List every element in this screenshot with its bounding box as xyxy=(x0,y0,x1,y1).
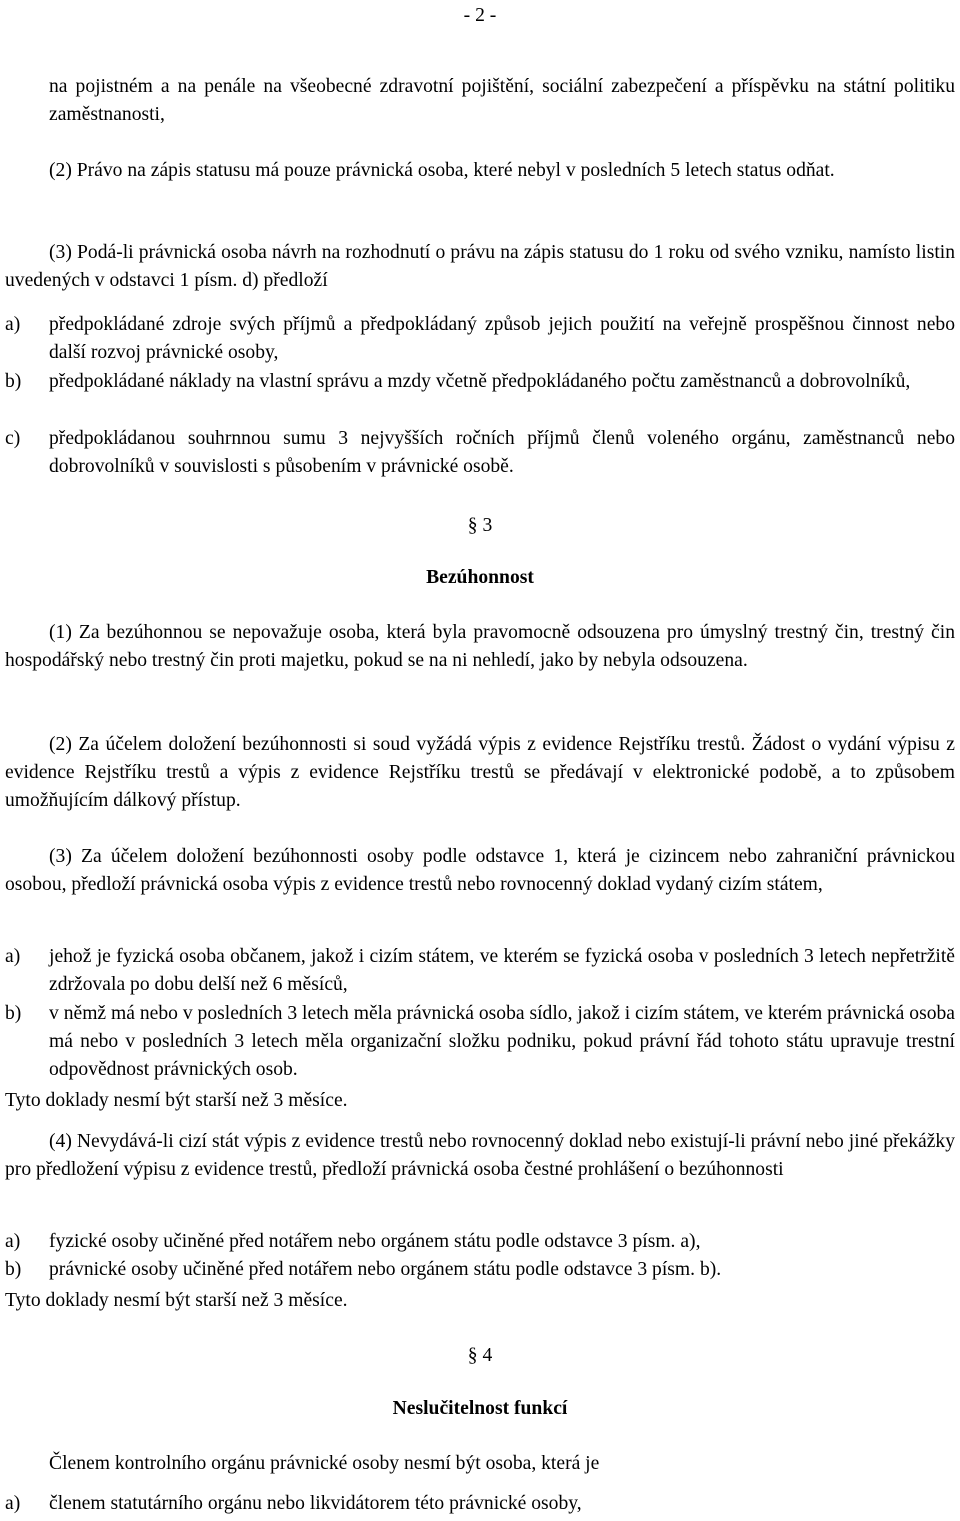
section-3-paragraph-2: (2) Za účelem doložení bezúhonnosti si soud vyžádá výpis z evidence Rejstříku trestů. Žádost o vydání výpisu z evidence Rejstříku trestů a výpis z evidence Rejstříku trestů se předávají v elektronické podobě, a to způsobem umožňujícím dálkový přístup. xyxy=(5,734,955,811)
list-item-label: b) xyxy=(5,371,22,392)
list-item xyxy=(5,1228,955,1256)
paragraph-3: (3) Podá-li právnická osoba návrh na rozhodnutí o právu na zápis statusu do 1 roku od svého vzniku, namísto listin uvedených v odstavci 1 písm. d) předloží xyxy=(5,242,955,291)
list-item-text: předpokládané zdroje svých příjmů a předpokládaný způsob jejich použití na veřejně prospěšnou činnost nebo další rozvoj právnické osoby, xyxy=(49,314,955,363)
list-item xyxy=(5,1256,955,1284)
section-3-paragraph-1: (1) Za bezúhonnou se nepovažuje osoba, která byla pravomocně odsouzena pro úmyslný trestný čin, trestný čin hospodářský nebo trestný čin proti majetku, pokud se na ni nehledí, jako by nebyla odsouzena. xyxy=(5,622,955,671)
list-item-label: a) xyxy=(5,314,21,335)
section-3-paragraph-4-tail: Tyto doklady nesmí být starší než 3 měsíce. xyxy=(5,1290,348,1311)
list-item xyxy=(5,1000,955,1084)
list-item-label: a) xyxy=(5,1493,21,1514)
page-number: - 2 - xyxy=(463,5,497,26)
list-item-text: členem statutárního orgánu nebo likvidátorem této právnické osoby, xyxy=(49,1493,582,1514)
list-item-label: a) xyxy=(5,1231,21,1252)
list-item-label: b) xyxy=(5,1259,22,1280)
list-item xyxy=(5,943,955,999)
list-item-text: předpokládanou souhrnnou sumu 3 nejvyšších ročních příjmů členů voleného orgánu, zaměstnanců nebo dobrovolníků v souvislosti s působením v právnické osobě. xyxy=(49,428,955,477)
section-3-paragraph-3: (3) Za účelem doložení bezúhonnosti osoby podle odstavce 1, která je cizincem nebo zahraniční právnickou osobou, předloží právnická osoba výpis z evidence trestů nebo rovnocenný doklad vydaný cizím státem, xyxy=(5,846,955,895)
section-3-paragraph-4: (4) Nevydává-li cizí stát výpis z evidence trestů nebo rovnocenný doklad nebo existují-li právní nebo jiné překážky pro předložení výpisu z evidence trestů, předloží právnická osoba čestné prohlášení o bezúhonnosti xyxy=(5,1131,955,1180)
list-item-text: v němž má nebo v posledních 3 letech měla právnická osoba sídlo, jakož i cizím státem, ve kterém právnická osoba má nebo v posledních 3 letech měla organizační složku podniku, pokud právní řád tohoto státu upravuje trestní odpovědnost právnických osob. xyxy=(49,1003,955,1080)
section-3-title: Bezúhonnost xyxy=(426,567,534,588)
section-3-number: § 3 xyxy=(467,515,493,536)
list-item xyxy=(5,368,955,396)
list-item xyxy=(5,1490,955,1518)
section-4-intro: Členem kontrolního orgánu právnické osoby nesmí být osoba, která je xyxy=(49,1453,600,1474)
list-item xyxy=(5,311,955,367)
list-item-text: předpokládané náklady na vlastní správu a mzdy včetně předpokládaného počtu zaměstnanců a dobrovolníků, xyxy=(49,371,911,392)
list-item xyxy=(5,425,955,481)
section-3-paragraph-3-tail: Tyto doklady nesmí být starší než 3 měsíce. xyxy=(5,1090,348,1111)
list-item-text: právnické osoby učiněné před notářem nebo orgánem státu podle odstavce 3 písm. b). xyxy=(49,1259,722,1280)
list-item-label: a) xyxy=(5,946,21,967)
continuation-text: na pojistném a na penále na všeobecné zdravotní pojištění, sociální zabezpečení a příspěvku na státní politiku zaměstnanosti, xyxy=(49,76,955,125)
list-item-text: fyzické osoby učiněné před notářem nebo orgánem státu podle odstavce 3 písm. a), xyxy=(49,1231,701,1252)
list-item-label: b) xyxy=(5,1003,22,1024)
list-item-text: jehož je fyzická osoba občanem, jakož i cizím státem, ve kterém se fyzická osoba v posledních 3 letech nepřetržitě zdržovala po dobu delší než 6 měsíců, xyxy=(49,946,955,995)
section-4-number: § 4 xyxy=(467,1345,493,1366)
list-item-label: c) xyxy=(5,428,21,449)
paragraph-2: (2) Právo na zápis statusu má pouze právnická osoba, které nebyl v posledních 5 letech status odňat. xyxy=(49,160,835,181)
section-4-title: Neslučitelnost funkcí xyxy=(392,1398,568,1419)
